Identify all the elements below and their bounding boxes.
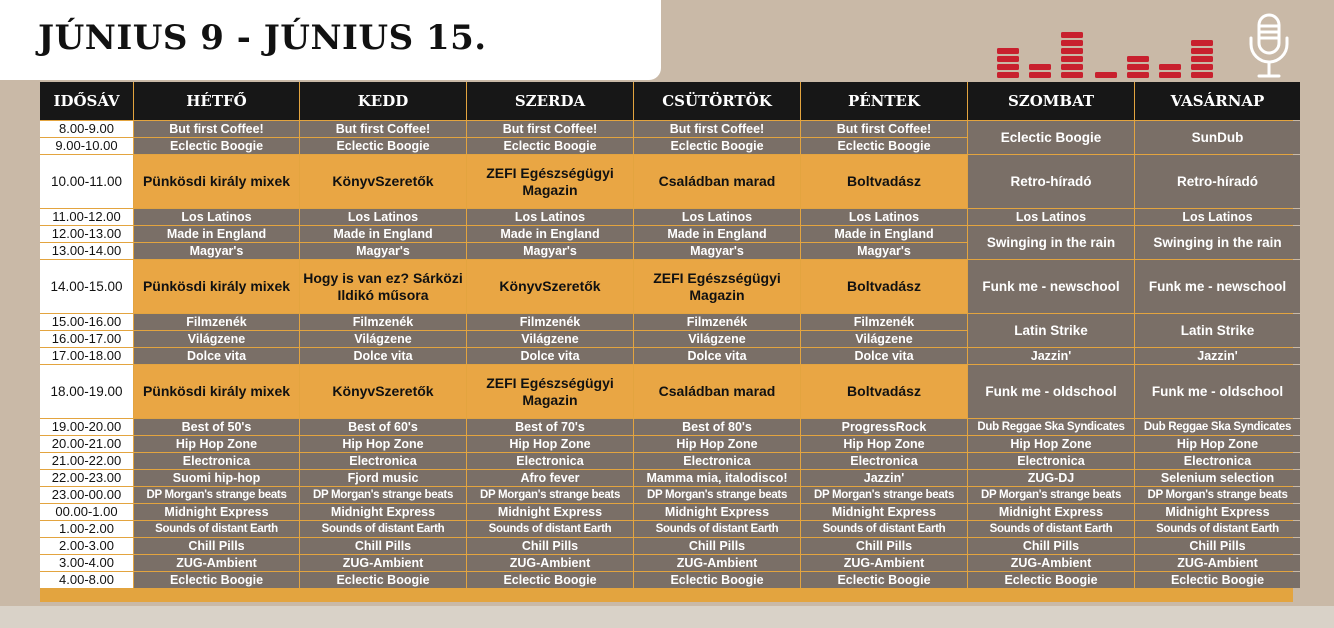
program-cell: Filmzenék	[300, 314, 466, 330]
program-cell: Magyar's	[634, 243, 800, 259]
program-cell-saturday: ZUG-DJ	[968, 470, 1134, 486]
program-cell-sunday: SunDub	[1135, 121, 1300, 154]
program-cell: ZEFI Egészségügyi Magazin	[467, 365, 633, 418]
program-cell: Jazzin'	[801, 470, 967, 486]
program-cell: Eclectic Boogie	[467, 572, 633, 588]
column-header: SZERDA	[467, 82, 633, 120]
microphone-icon	[1242, 12, 1296, 82]
program-cell: ZEFI Egészségügyi Magazin	[634, 260, 800, 313]
program-cell: Fjord music	[300, 470, 466, 486]
program-cell: Magyar's	[467, 243, 633, 259]
program-cell-sunday: ZUG-Ambient	[1135, 555, 1300, 571]
program-cell: Dolce vita	[300, 348, 466, 364]
program-cell: Dolce vita	[134, 348, 299, 364]
program-cell: But first Coffee!	[634, 121, 800, 137]
program-cell: Los Latinos	[801, 209, 967, 225]
program-cell-saturday: Electronica	[968, 453, 1134, 469]
program-cell: Eclectic Boogie	[134, 138, 299, 154]
program-cell: Hip Hop Zone	[634, 436, 800, 452]
program-cell: KönyvSzeretők	[300, 155, 466, 208]
program-cell: Világzene	[300, 331, 466, 347]
time-slot: 14.00-15.00	[40, 260, 133, 313]
time-slot: 11.00-12.00	[40, 209, 133, 225]
program-cell-saturday: Latin Strike	[968, 314, 1134, 347]
program-cell: Családban marad	[634, 155, 800, 208]
program-cell: Suomi hip-hop	[134, 470, 299, 486]
program-cell-sunday: DP Morgan's strange beats	[1135, 487, 1300, 503]
program-cell: Eclectic Boogie	[801, 572, 967, 588]
program-cell: Best of 80's	[634, 419, 800, 435]
program-cell: Filmzenék	[134, 314, 299, 330]
program-cell: Eclectic Boogie	[634, 138, 800, 154]
program-cell-saturday: Swinging in the rain	[968, 226, 1134, 259]
program-cell: Made in England	[300, 226, 466, 242]
program-cell: Made in England	[634, 226, 800, 242]
program-cell: Chill Pills	[134, 538, 299, 554]
time-slot: 20.00-21.00	[40, 436, 133, 452]
program-cell: Best of 50's	[134, 419, 299, 435]
time-slot: 15.00-16.00	[40, 314, 133, 330]
time-slot: 9.00-10.00	[40, 138, 133, 154]
program-cell: Magyar's	[134, 243, 299, 259]
program-cell: Eclectic Boogie	[134, 572, 299, 588]
program-cell: Boltvadász	[801, 155, 967, 208]
program-cell-sunday: Selenium selection	[1135, 470, 1300, 486]
program-cell-sunday: Electronica	[1135, 453, 1300, 469]
time-slot: 1.00-2.00	[40, 521, 133, 537]
time-slot: 19.00-20.00	[40, 419, 133, 435]
program-cell: ZUG-Ambient	[634, 555, 800, 571]
time-slot: 3.00-4.00	[40, 555, 133, 571]
program-cell: Világzene	[634, 331, 800, 347]
program-cell: Világzene	[467, 331, 633, 347]
program-cell: Chill Pills	[801, 538, 967, 554]
program-cell-saturday: Retro-híradó	[968, 155, 1134, 208]
program-cell: Hip Hop Zone	[300, 436, 466, 452]
program-cell: Made in England	[467, 226, 633, 242]
program-cell: DP Morgan's strange beats	[801, 487, 967, 503]
program-cell-sunday: Funk me - newschool	[1135, 260, 1300, 313]
program-cell: DP Morgan's strange beats	[634, 487, 800, 503]
program-cell-sunday: Hip Hop Zone	[1135, 436, 1300, 452]
program-cell: ZUG-Ambient	[801, 555, 967, 571]
program-cell: Los Latinos	[134, 209, 299, 225]
program-cell-sunday: Los Latinos	[1135, 209, 1300, 225]
program-cell: Világzene	[801, 331, 967, 347]
program-cell: DP Morgan's strange beats	[134, 487, 299, 503]
program-cell: Midnight Express	[134, 504, 299, 520]
program-cell: Sounds of distant Earth	[801, 521, 967, 537]
program-cell: Midnight Express	[300, 504, 466, 520]
program-cell: Eclectic Boogie	[300, 572, 466, 588]
program-cell: But first Coffee!	[467, 121, 633, 137]
column-header: CSÜTÖRTÖK	[634, 82, 800, 120]
program-cell: Eclectic Boogie	[467, 138, 633, 154]
program-cell-saturday: Eclectic Boogie	[968, 121, 1134, 154]
time-slot: 23.00-00.00	[40, 487, 133, 503]
time-slot: 18.00-19.00	[40, 365, 133, 418]
program-cell: Best of 60's	[300, 419, 466, 435]
program-cell-saturday: Chill Pills	[968, 538, 1134, 554]
program-cell-sunday: Dub Reggae Ska Syndicates	[1135, 419, 1300, 435]
program-cell: DP Morgan's strange beats	[467, 487, 633, 503]
program-cell: Made in England	[801, 226, 967, 242]
time-slot: 2.00-3.00	[40, 538, 133, 554]
program-cell-saturday: Sounds of distant Earth	[968, 521, 1134, 537]
time-slot: 22.00-23.00	[40, 470, 133, 486]
program-cell: Filmzenék	[634, 314, 800, 330]
column-header: KEDD	[300, 82, 466, 120]
program-cell: ProgressRock	[801, 419, 967, 435]
program-cell: Mamma mia, italodisco!	[634, 470, 800, 486]
program-cell: Chill Pills	[634, 538, 800, 554]
column-header: HÉTFŐ	[134, 82, 299, 120]
program-cell: KönyvSzeretők	[300, 365, 466, 418]
program-cell: But first Coffee!	[300, 121, 466, 137]
program-cell: But first Coffee!	[134, 121, 299, 137]
column-header: PÉNTEK	[801, 82, 967, 120]
program-cell: ZUG-Ambient	[467, 555, 633, 571]
program-cell: Los Latinos	[300, 209, 466, 225]
program-cell: ZEFI Egészségügyi Magazin	[467, 155, 633, 208]
time-slot: 4.00-8.00	[40, 572, 133, 588]
program-cell-saturday: ZUG-Ambient	[968, 555, 1134, 571]
program-cell: Eclectic Boogie	[300, 138, 466, 154]
program-cell: Hogy is van ez? Sárközi Ildikó műsora	[300, 260, 466, 313]
program-cell: Magyar's	[801, 243, 967, 259]
program-cell: Electronica	[801, 453, 967, 469]
title-panel	[0, 0, 661, 80]
program-cell-saturday: Eclectic Boogie	[968, 572, 1134, 588]
program-cell-sunday: Funk me - oldschool	[1135, 365, 1300, 418]
time-slot: 8.00-9.00	[40, 121, 133, 137]
program-cell: Dolce vita	[467, 348, 633, 364]
program-cell: Világzene	[134, 331, 299, 347]
program-cell-sunday: Swinging in the rain	[1135, 226, 1300, 259]
time-slot: 17.00-18.00	[40, 348, 133, 364]
bottom-strip	[0, 606, 1334, 628]
program-cell-saturday: Jazzin'	[968, 348, 1134, 364]
page-title: JÚNIUS 9 - JÚNIUS 15.	[38, 18, 487, 58]
program-cell: Electronica	[634, 453, 800, 469]
schedule-table	[40, 82, 1293, 602]
program-cell-saturday: Funk me - newschool	[968, 260, 1134, 313]
equalizer-icon	[997, 30, 1217, 80]
time-slot: 00.00-1.00	[40, 504, 133, 520]
program-cell-saturday: Dub Reggae Ska Syndicates	[968, 419, 1134, 435]
program-cell: Boltvadász	[801, 365, 967, 418]
time-slot: 21.00-22.00	[40, 453, 133, 469]
program-cell: Sounds of distant Earth	[300, 521, 466, 537]
program-cell-saturday: Midnight Express	[968, 504, 1134, 520]
program-cell-saturday: DP Morgan's strange beats	[968, 487, 1134, 503]
program-cell: Midnight Express	[801, 504, 967, 520]
program-cell: But first Coffee!	[801, 121, 967, 137]
program-cell-saturday: Hip Hop Zone	[968, 436, 1134, 452]
program-cell: ZUG-Ambient	[134, 555, 299, 571]
program-cell: Boltvadász	[801, 260, 967, 313]
program-cell: Eclectic Boogie	[801, 138, 967, 154]
program-cell: Magyar's	[300, 243, 466, 259]
program-cell: Midnight Express	[634, 504, 800, 520]
program-cell-saturday: Los Latinos	[968, 209, 1134, 225]
program-cell-sunday: Eclectic Boogie	[1135, 572, 1300, 588]
program-cell: Electronica	[300, 453, 466, 469]
program-cell: Los Latinos	[467, 209, 633, 225]
program-cell-sunday: Chill Pills	[1135, 538, 1300, 554]
program-cell: Los Latinos	[634, 209, 800, 225]
program-cell-saturday: Funk me - oldschool	[968, 365, 1134, 418]
program-cell-sunday: Retro-híradó	[1135, 155, 1300, 208]
program-cell: Pünkösdi király mixek	[134, 260, 299, 313]
program-cell: KönyvSzeretők	[467, 260, 633, 313]
program-cell-sunday: Midnight Express	[1135, 504, 1300, 520]
column-header: SZOMBAT	[968, 82, 1134, 120]
program-cell: Sounds of distant Earth	[134, 521, 299, 537]
program-cell: Hip Hop Zone	[134, 436, 299, 452]
program-cell: Pünkösdi király mixek	[134, 365, 299, 418]
program-cell: Electronica	[134, 453, 299, 469]
program-cell: Eclectic Boogie	[634, 572, 800, 588]
program-cell: Filmzenék	[467, 314, 633, 330]
time-slot: 16.00-17.00	[40, 331, 133, 347]
program-cell: Midnight Express	[467, 504, 633, 520]
program-cell: Filmzenék	[801, 314, 967, 330]
program-cell: DP Morgan's strange beats	[300, 487, 466, 503]
program-cell: Hip Hop Zone	[801, 436, 967, 452]
program-cell: Electronica	[467, 453, 633, 469]
program-cell: Sounds of distant Earth	[634, 521, 800, 537]
time-slot: 12.00-13.00	[40, 226, 133, 242]
program-cell: Dolce vita	[801, 348, 967, 364]
program-cell: Dolce vita	[634, 348, 800, 364]
program-cell-sunday: Sounds of distant Earth	[1135, 521, 1300, 537]
time-slot: 13.00-14.00	[40, 243, 133, 259]
program-cell: Pünkösdi király mixek	[134, 155, 299, 208]
program-cell-sunday: Jazzin'	[1135, 348, 1300, 364]
program-cell: Chill Pills	[467, 538, 633, 554]
program-cell: Afro fever	[467, 470, 633, 486]
program-cell: Chill Pills	[300, 538, 466, 554]
column-header: VASÁRNAP	[1135, 82, 1300, 120]
time-slot: 10.00-11.00	[40, 155, 133, 208]
program-cell: Best of 70's	[467, 419, 633, 435]
program-cell: Hip Hop Zone	[467, 436, 633, 452]
program-cell: Családban marad	[634, 365, 800, 418]
program-cell-sunday: Latin Strike	[1135, 314, 1300, 347]
program-cell: ZUG-Ambient	[300, 555, 466, 571]
program-cell: Made in England	[134, 226, 299, 242]
column-header: IDŐSÁV	[40, 82, 133, 120]
program-cell: Sounds of distant Earth	[467, 521, 633, 537]
